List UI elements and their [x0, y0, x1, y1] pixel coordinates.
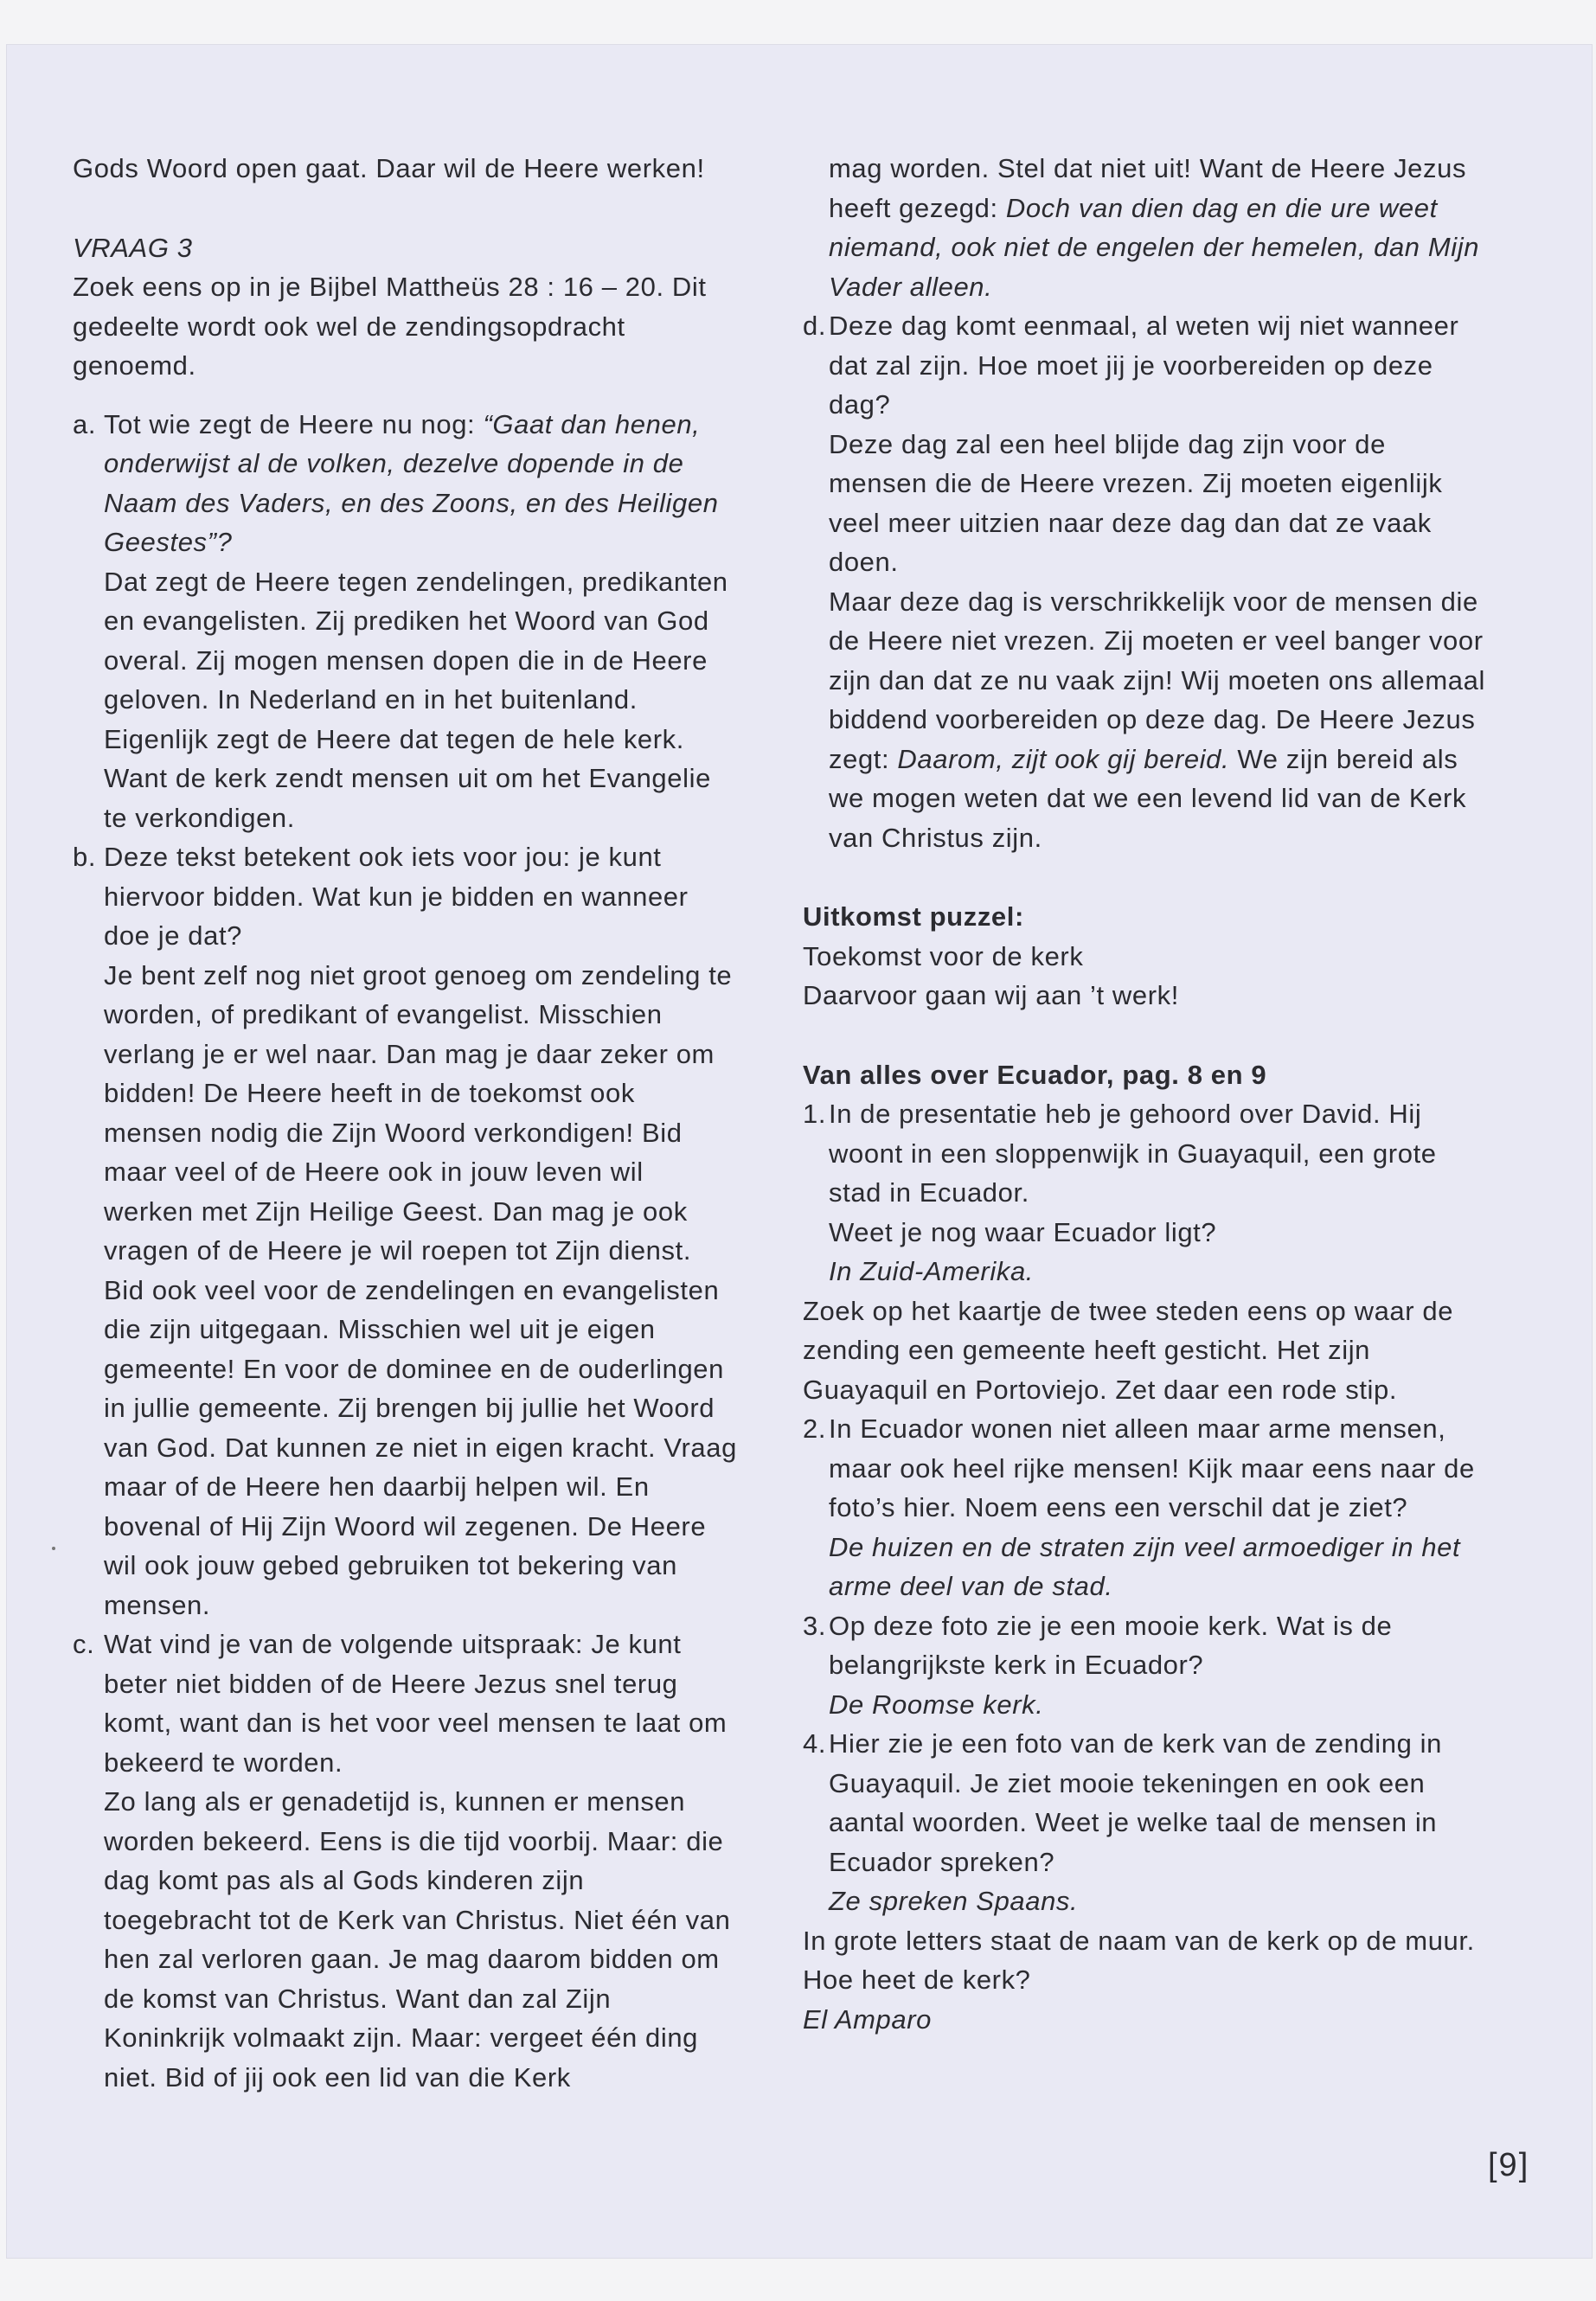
answer-d-2-quote: Daarom, zijt ook gij bereid. [897, 743, 1230, 774]
answer-d-1: Deze dag zal een heel blijde dag zijn voor de mensen die de Heere vrezen. Zij moeten eigenlijk veel meer uitzien naar deze dag dan dat ze vaak doen. [829, 428, 1443, 577]
ecuador-q2-answer: De huizen en de straten zijn veel armoediger in het arme deel van de stad. [829, 1531, 1461, 1601]
ecuador-q4-extra-answer: El Amparo [803, 2003, 932, 2035]
ecuador-q3-answer: De Roomse kerk. [829, 1689, 1044, 1720]
continued-lead: mag worden. Stel dat niet uit! Want de Heere Jezus heeft gezegd: [829, 153, 1467, 223]
page-number: [9] [1488, 2147, 1530, 2183]
answer-d-2-tail: We zijn bereid als we mogen weten dat we een levend lid van de Kerk van Christus zijn. [829, 743, 1467, 853]
question-a-label: a. [73, 408, 97, 439]
answer-b-2: Bid ook veel voor de zendelingen en evangelisten die zijn uitgegaan. Misschien wel uit je eigen gemeente! En voor de dominee en de ouderlingen in jullie gemeente. Zij brengen bij jullie het Woord van God. Dat kunnen ze niet in eigen kracht. Vraag maar of de Heere hen daarbij helpen wil. En bovenal of Hij Zijn Woord wil zegenen. De Heere wil ook jouw gebed gebruiken tot bekering van mensen. [104, 1274, 737, 1620]
ecuador-q4-label: 4. [803, 1728, 827, 1759]
ecuador-q1-label: 1. [803, 1099, 827, 1129]
vraag-title: VRAAG 3 [73, 232, 193, 263]
ecuador-q4-answer: Ze spreken Spaans. [829, 1886, 1079, 1916]
puzzel-title: Uitkomst puzzel: [803, 901, 1024, 932]
ecuador-q3-text: Op deze foto zie je een mooie kerk. Wat is de belangrijkste kerk in Ecuador? [829, 1610, 1393, 1680]
ecuador-question-4 [803, 1724, 1486, 1921]
ecuador-q3-label: 3. [803, 1610, 827, 1641]
continued-text [803, 149, 1486, 306]
answer-d-2-lead: Maar deze dag is verschrikkelijk voor de mensen die de Heere niet vrezen. Zij moeten er veel banger voor zijn dan dat ze nu vaak zijn! Wij moeten ons allemaal biddend voorbereiden op deze dag. De Heere Jezus zegt: [829, 586, 1485, 774]
ecuador-q2-label: 2. [803, 1413, 827, 1444]
puzzel-line-2: Daarvoor gaan wij aan ’t werk! [803, 980, 1179, 1010]
question-d [803, 306, 1486, 857]
question-b [73, 837, 739, 1625]
print-speck [52, 1547, 55, 1550]
ecuador-question-3 [803, 1606, 1486, 1725]
continued-quote: Doch van dien dag en die ure weet niemand, ook niet de engelen der hemelen, dan Mijn Vader alleen. [829, 192, 1480, 302]
question-a-lead: Tot wie zegt de Heere nu nog: [104, 408, 484, 439]
ecuador-q2-text: In Ecuador wonen niet alleen maar arme mensen, maar ook heel rijke mensen! Kijk maar eens naar de foto’s hier. Noem eens een verschil dat je ziet? [829, 1413, 1475, 1522]
question-a [73, 405, 739, 838]
right-column [803, 149, 1486, 2039]
question-c-label: c. [73, 1629, 95, 1659]
ecuador-q1-extra: Zoek op het kaartje de twee steden eens op waar de zending een gemeente heeft gesticht. Het zijn Guayaquil en Portoviejo. Zet daar een rode stip. [803, 1295, 1454, 1405]
ecuador-q1-answer: In Zuid-Amerika. [829, 1256, 1034, 1286]
vraag-text: Zoek eens op in je Bijbel Mattheüs 28 : 16 – 20. Dit gedeelte wordt ook wel de zendingsopdracht genoemd. [73, 272, 707, 381]
question-d-text: Deze dag komt eenmaal, al weten wij niet wanneer dat zal zijn. Hoe moet jij je voorbereiden op deze dag? [829, 311, 1459, 420]
answer-d-2 [829, 582, 1486, 858]
ecuador-question-1 [803, 1094, 1486, 1292]
question-c [73, 1625, 739, 2097]
ecuador-q4-text: Hier zie je een foto van de kerk van de zending in Guayaquil. Je ziet mooie tekeningen en ook een aantal woorden. Weet je welke taal de mensen in Ecuador spreken? [829, 1728, 1442, 1877]
question-d-label: d. [803, 311, 827, 341]
ecuador-q1-text-2: Weet je nog waar Ecuador ligt? [829, 1216, 1217, 1247]
left-column [73, 149, 739, 2097]
answer-b-1: Je bent zelf nog niet groot genoeg om zendeling te worden, of predikant of evangelist. Misschien verlang je er wel naar. Dan mag je daar zeker om bidden! De Heere heeft in de toekomst ook mensen nodig die Zijn Woord verkondigen! Bid maar veel of de Heere ook in jouw leven wil werken met Zijn Heilige Geest. Dan mag je ook vragen of de Heere je wil roepen tot Zijn dienst. [104, 959, 733, 1266]
answer-c: Zo lang als er genadetijd is, kunnen er mensen worden bekeerd. Eens is die tijd voorbij. Maar: die dag komt pas als al Gods kinderen zijn toegebracht tot de Kerk van Christus. Niet één van hen zal verloren gaan. Je mag daarom bidden om de komst van Christus. Want dan zal Zijn Koninkrijk volmaakt zijn. Maar: vergeet één ding niet. Bid of jij ook een lid van die Kerk [104, 1786, 731, 2093]
question-c-text: Wat vind je van de volgende uitspraak: Je kunt beter niet bidden of de Heere Jezus snel terug komt, want dan is het voor veel mensen te laat om bekeerd te worden. [104, 1629, 727, 1778]
question-a-quote: “Gaat dan henen, onderwijst al de volken, dezelve dopende in de Naam des Vaders, en des Zoons, en des Heiligen Geestes”? [104, 408, 719, 557]
answer-a: Dat zegt de Heere tegen zendelingen, predikanten en evangelisten. Zij prediken het Woord van God overal. Zij mogen mensen dopen die in de Heere geloven. In Nederland en in het buitenland. Eigenlijk zegt de Heere dat tegen de hele kerk. Want de kerk zendt mensen uit om het Evangelie te verkondigen. [104, 566, 728, 833]
question-b-label: b. [73, 842, 97, 872]
puzzel-line-1: Toekomst voor de kerk [803, 940, 1084, 971]
ecuador-question-2 [803, 1409, 1486, 1606]
ecuador-title: Van alles over Ecuador, pag. 8 en 9 [803, 1059, 1267, 1090]
ecuador-q1-text: In de presentatie heb je gehoord over David. Hij woont in een sloppenwijk in Guayaquil, een grote stad in Ecuador. [829, 1099, 1437, 1208]
ecuador-q4-extra: In grote letters staat de naam van de kerk op de muur. Hoe heet de kerk? [803, 1925, 1475, 1995]
question-b-text: Deze tekst betekent ook iets voor jou: je kunt hiervoor bidden. Wat kun je bidden en wanneer doe je dat? [104, 842, 689, 951]
page [7, 45, 1592, 2258]
intro-text: Gods Woord open gaat. Daar wil de Heere werken! [73, 153, 705, 183]
